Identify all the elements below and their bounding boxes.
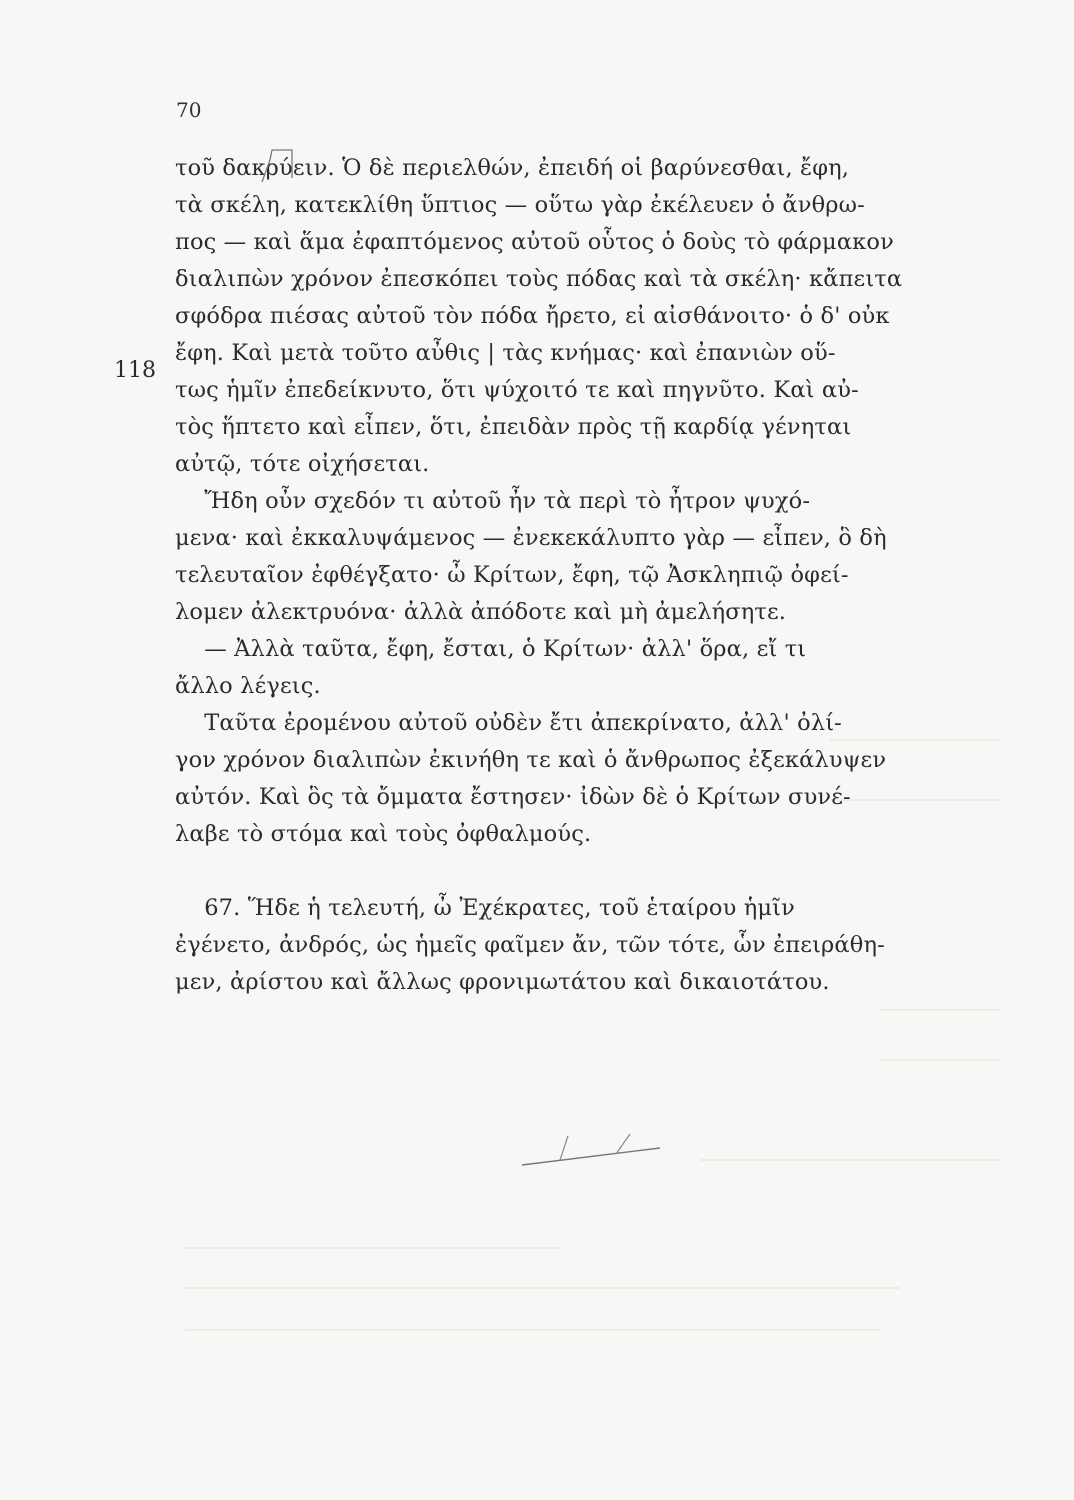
- text-line: τως ἡμῖν ἐπεδείκνυτο, ὅτι ψύχοιτό τε καὶ πηγνῦτο. Καὶ αὐ-: [175, 377, 859, 403]
- text-line: αὐτῷ, τότε οἰχήσεται.: [175, 451, 430, 477]
- pencil-scribble-icon: [520, 1130, 670, 1170]
- text-line: διαλιπὼν χρόνον ἐπεσκόπει τοὺς πόδας καὶ τὰ σκέλη· κἄπειτα: [175, 266, 903, 292]
- text-line: τὰ σκέλη, κατεκλίθη ὕπτιος — οὕτω γὰρ ἐκέλευεν ὁ ἄνθρω-: [175, 192, 865, 218]
- text-line: σφόδρα πιέσας αὐτοῦ τὸν πόδα ἤρετο, εἰ αἰσθάνοιτο· ὁ δ' οὐκ: [175, 303, 890, 329]
- text-line: λομεν ἀλεκτρυόνα· ἀλλὰ ἀπόδοτε καὶ μὴ ἀμελήσητε.: [175, 599, 787, 625]
- text-line: αὐτόν. Καὶ ὃς τὰ ὄμματα ἔστησεν· ἰδὼν δὲ ὁ Κρίτων συνέ-: [175, 784, 851, 810]
- paragraph-start-line: — Ἀλλὰ ταῦτα, ἔφη, ἔσται, ὁ Κρίτων· ἀλλ' ὅρα, εἴ τι: [175, 636, 807, 662]
- text-line: πος — καὶ ἅμα ἐφαπτόμενος αὐτοῦ οὗτος ὁ δοὺς τὸ φάρμακον: [175, 229, 894, 255]
- section-gap: [175, 853, 995, 890]
- paragraph-start-line: Ταῦτα ἐρομένου αὐτοῦ οὐδὲν ἔτι ἀπεκρίνατο, ἀλλ' ὀλί-: [175, 710, 842, 736]
- margin-line-reference: 118: [114, 358, 156, 383]
- text-line: μενα· καὶ ἐκκαλυψάμενος — ἐνεκεκάλυπτο γὰρ — εἶπεν, ὃ δὴ: [175, 525, 887, 551]
- text-line: μεν, ἀρίστου καὶ ἄλλως φρονιμωτάτου καὶ δικαιοτάτου.: [175, 969, 830, 995]
- section-start-line: 67. Ἥδε ἡ τελευτή, ὦ Ἐχέκρατες, τοῦ ἑταίρου ἡμῖν: [175, 895, 795, 921]
- text-line: τελευταῖον ἐφθέγξατο· ὦ Κρίτων, ἔφη, τῷ Ἀσκληπιῷ ὀφεί-: [175, 562, 849, 588]
- text-line: τοῦ δακρύειν. Ὁ δὲ περιελθών, ἐπειδή οἱ βαρύνεσθαι, ἔφη,: [175, 155, 850, 181]
- text-line: γον χρόνον διαλιπὼν ἐκινήθη τε καὶ ὁ ἄνθρωπος ἐξεκάλυψεν: [175, 747, 887, 773]
- main-text: [175, 150, 995, 1001]
- text-line: ἄλλο λέγεις.: [175, 673, 321, 699]
- text-line: ἐγένετο, ἀνδρός, ὡς ἡμεῖς φαῖμεν ἄν, τῶν τότε, ὧν ἐπειράθη-: [175, 932, 885, 958]
- text-line: λαβε τὸ στόμα καὶ τοὺς ὀφθαλμούς.: [175, 821, 592, 847]
- text-line: ἔφη. Καὶ μετὰ τοῦτο αὖθις | τὰς κνήμας· καὶ ἐπανιὼν οὕ-: [175, 340, 836, 366]
- page-number: 70: [176, 98, 202, 122]
- text-line: τὸς ἥπτετο καὶ εἶπεν, ὅτι, ἐπειδὰν πρὸς τῇ καρδίᾳ γένηται: [175, 414, 852, 440]
- paragraph-start-line: Ἤδη οὖν σχεδόν τι αὐτοῦ ἦν τὰ περὶ τὸ ἦτρον ψυχό-: [175, 488, 811, 514]
